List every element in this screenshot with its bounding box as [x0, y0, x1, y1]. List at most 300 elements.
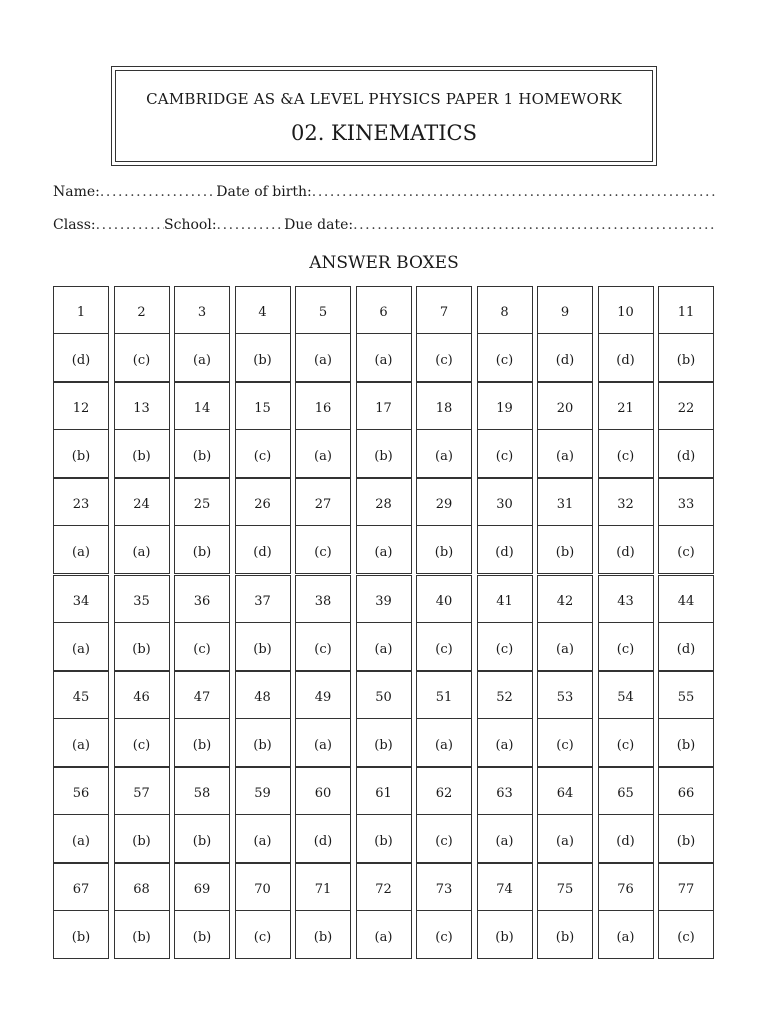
question-number: 60 [314, 786, 332, 801]
box-divider [599, 910, 653, 911]
answer-box [295, 575, 351, 671]
question-number: 31 [556, 497, 574, 513]
answer-box [477, 671, 533, 767]
question-number: 10 [617, 305, 634, 320]
answer-choice: (c) [616, 641, 635, 657]
question-number: 59 [254, 786, 271, 801]
box-divider [236, 814, 290, 815]
answer-choice: (d) [616, 834, 635, 849]
answer-choice: (b) [676, 834, 696, 849]
answer-box [53, 671, 109, 767]
answer-box [114, 286, 170, 382]
answer-box [658, 286, 714, 382]
answer-choice: (b) [132, 834, 151, 849]
box-divider [296, 429, 350, 430]
answer-box [658, 382, 714, 478]
answer-box [598, 382, 654, 478]
question-number: 70 [254, 882, 271, 898]
answer-choice: (c) [314, 545, 332, 561]
name-label: Name: [53, 184, 100, 200]
box-divider [357, 910, 411, 911]
answer-box [174, 863, 230, 959]
box-divider [115, 525, 169, 526]
name-blank[interactable] [100, 184, 216, 200]
answer-choice: (c) [253, 930, 272, 946]
answer-choice: (a) [435, 737, 453, 753]
box-divider [478, 718, 532, 719]
box-divider [478, 814, 532, 815]
answer-choice: (a) [314, 449, 332, 465]
topic-title: 02. KINEMATICS [290, 121, 478, 145]
question-number: 43 [617, 593, 634, 609]
answer-box [235, 767, 291, 863]
question-number: 49 [314, 689, 332, 705]
answer-choice: (a) [374, 545, 393, 561]
answer-choice: (a) [556, 834, 574, 849]
answer-choice: (c) [495, 449, 514, 465]
answer-choice: (a) [374, 930, 393, 946]
box-divider [54, 622, 108, 623]
question-number: 33 [677, 497, 695, 513]
box-divider [659, 814, 713, 815]
class-school-due-row [53, 217, 715, 233]
box-divider [357, 429, 411, 430]
answer-choice: (d) [71, 353, 91, 368]
question-number: 7 [439, 305, 449, 320]
question-number: 37 [254, 593, 271, 609]
question-number: 77 [677, 882, 695, 898]
box-divider [236, 429, 290, 430]
box-divider [357, 718, 411, 719]
box-divider [478, 910, 532, 911]
answer-choice: (d) [495, 545, 514, 561]
question-number: 18 [435, 401, 453, 417]
box-divider [115, 622, 169, 623]
answer-box [598, 863, 654, 959]
answer-choice: (c) [435, 834, 453, 849]
answer-choice: (b) [434, 545, 454, 561]
answer-choice: (d) [555, 353, 575, 368]
box-divider [236, 622, 290, 623]
box-divider [175, 814, 229, 815]
question-number: 75 [556, 882, 574, 898]
answer-choice: (c) [435, 353, 453, 368]
answer-choice: (b) [676, 737, 696, 753]
question-number: 51 [435, 689, 453, 705]
box-divider [175, 622, 229, 623]
question-number: 54 [617, 689, 634, 705]
title-box [111, 66, 657, 166]
answer-box [416, 863, 472, 959]
answer-choice: (c) [616, 737, 635, 753]
box-divider [478, 622, 532, 623]
answer-box [416, 767, 472, 863]
box-divider [236, 718, 290, 719]
question-number: 34 [72, 593, 90, 609]
answer-choice: (a) [495, 737, 514, 753]
question-number: 30 [496, 497, 513, 513]
question-number: 76 [617, 882, 634, 898]
answer-choice: (b) [192, 449, 212, 465]
answer-choice: (b) [253, 737, 272, 753]
answer-choice: (c) [495, 641, 514, 657]
answer-box [114, 478, 170, 574]
answer-choice: (b) [253, 353, 272, 368]
answer-box [356, 863, 412, 959]
box-divider [54, 525, 108, 526]
answer-choice: (d) [676, 641, 696, 657]
box-divider [296, 910, 350, 911]
answer-box [658, 575, 714, 671]
answer-box [53, 863, 109, 959]
answer-box [53, 575, 109, 671]
answer-choice: (b) [132, 641, 151, 657]
answer-box [174, 286, 230, 382]
box-divider [659, 429, 713, 430]
answer-choice: (b) [495, 930, 514, 946]
box-divider [659, 333, 713, 334]
question-number: 52 [496, 689, 513, 705]
box-divider [175, 910, 229, 911]
question-number: 25 [193, 497, 211, 513]
answer-choice: (b) [374, 834, 393, 849]
answer-choice: (d) [676, 449, 696, 465]
box-divider [478, 525, 532, 526]
answer-box [114, 575, 170, 671]
box-divider [417, 622, 471, 623]
question-number: 15 [254, 401, 271, 417]
answer-box [537, 286, 593, 382]
box-divider [538, 814, 592, 815]
box-divider [296, 718, 350, 719]
question-number: 58 [193, 786, 211, 801]
answer-box [477, 863, 533, 959]
answer-box [356, 478, 412, 574]
question-number: 68 [133, 882, 150, 898]
question-number: 12 [72, 401, 90, 417]
answer-choice: (b) [192, 737, 212, 753]
answer-choice: (d) [616, 545, 635, 561]
box-divider [417, 429, 471, 430]
answer-choice: (b) [555, 930, 575, 946]
answer-box [537, 767, 593, 863]
question-number: 21 [617, 401, 634, 417]
answer-box [235, 863, 291, 959]
answer-box [537, 863, 593, 959]
box-divider [659, 525, 713, 526]
question-number: 19 [496, 401, 513, 417]
answer-choice: (c) [193, 641, 211, 657]
box-divider [538, 429, 592, 430]
answer-box [537, 671, 593, 767]
box-divider [115, 814, 169, 815]
box-divider [357, 814, 411, 815]
box-divider [538, 333, 592, 334]
answer-choice: (a) [556, 449, 574, 465]
answer-choice: (b) [313, 930, 333, 946]
answer-box [53, 382, 109, 478]
question-number: 42 [556, 593, 574, 609]
answer-box [356, 286, 412, 382]
question-number: 55 [677, 689, 695, 705]
question-number: 65 [617, 786, 634, 801]
question-number: 28 [375, 497, 392, 513]
box-divider [357, 333, 411, 334]
answer-box [174, 478, 230, 574]
question-number: 47 [193, 689, 211, 705]
box-divider [417, 525, 471, 526]
question-number: 56 [72, 786, 90, 801]
box-divider [599, 814, 653, 815]
answer-choice: (b) [253, 641, 272, 657]
question-number: 61 [375, 786, 392, 801]
answer-box [477, 478, 533, 574]
answer-choice: (a) [616, 930, 635, 946]
answer-choice: (b) [71, 449, 91, 465]
answer-box [477, 286, 533, 382]
question-number: 67 [72, 882, 90, 898]
box-divider [54, 814, 108, 815]
box-divider [417, 814, 471, 815]
answer-choice: (c) [677, 930, 695, 946]
answer-choice: (c) [556, 737, 574, 753]
answer-box [598, 575, 654, 671]
question-number: 17 [375, 401, 392, 417]
answer-choice: (a) [314, 737, 332, 753]
box-divider [54, 333, 108, 334]
box-divider [357, 525, 411, 526]
box-divider [659, 622, 713, 623]
question-number: 62 [435, 786, 453, 801]
answer-choice: (d) [253, 545, 272, 561]
question-number: 66 [677, 786, 695, 801]
answer-box [235, 575, 291, 671]
answer-choice: (a) [72, 834, 90, 849]
answer-box [235, 478, 291, 574]
answer-box [174, 671, 230, 767]
answer-choice: (c) [495, 353, 514, 368]
question-number: 16 [314, 401, 332, 417]
box-divider [599, 718, 653, 719]
question-number: 38 [314, 593, 332, 609]
answer-choice: (b) [555, 545, 575, 561]
box-divider [115, 429, 169, 430]
question-number: 24 [133, 497, 150, 513]
box-divider [54, 718, 108, 719]
answer-choice: (c) [253, 449, 272, 465]
answer-choice: (a) [72, 737, 90, 753]
question-number: 74 [496, 882, 513, 898]
question-number: 48 [254, 689, 271, 705]
box-divider [236, 525, 290, 526]
school-label: School: [164, 217, 217, 233]
due-date-label: Due date: [284, 217, 354, 233]
box-divider [659, 910, 713, 911]
box-divider [599, 525, 653, 526]
answer-choice: (b) [132, 930, 151, 946]
answer-choice: (c) [616, 449, 635, 465]
question-number: 4 [258, 305, 267, 320]
answer-box [356, 671, 412, 767]
answer-choice: (a) [495, 834, 514, 849]
answer-box [295, 671, 351, 767]
answer-box [174, 575, 230, 671]
answer-choice: (b) [374, 737, 393, 753]
question-number: 8 [500, 305, 509, 320]
question-number: 69 [193, 882, 211, 898]
answer-box [658, 863, 714, 959]
box-divider [538, 718, 592, 719]
box-divider [478, 333, 532, 334]
box-divider [236, 910, 290, 911]
box-divider [538, 622, 592, 623]
answer-choice: (b) [71, 930, 91, 946]
question-number: 22 [677, 401, 695, 417]
answer-box [598, 286, 654, 382]
answer-choice: (a) [72, 545, 90, 561]
box-divider [175, 429, 229, 430]
answer-box [53, 478, 109, 574]
answer-box [416, 382, 472, 478]
question-number: 36 [193, 593, 211, 609]
question-number: 73 [435, 882, 453, 898]
question-number: 64 [556, 786, 574, 801]
answer-choice: (b) [192, 545, 212, 561]
class-blank[interactable] [96, 217, 164, 233]
question-number: 13 [133, 401, 150, 417]
answer-box [598, 767, 654, 863]
box-divider [538, 910, 592, 911]
question-number: 26 [254, 497, 271, 513]
answer-choice: (c) [314, 641, 332, 657]
answer-box [537, 575, 593, 671]
answer-box [295, 286, 351, 382]
school-blank[interactable] [217, 217, 285, 233]
answer-box [53, 286, 109, 382]
answer-box [235, 671, 291, 767]
answer-box [356, 575, 412, 671]
question-number: 40 [435, 593, 453, 609]
answer-choice: (a) [374, 641, 393, 657]
box-divider [115, 718, 169, 719]
question-number: 44 [677, 593, 695, 609]
box-divider [54, 429, 108, 430]
answer-choice: (a) [435, 449, 453, 465]
box-divider [296, 814, 350, 815]
box-divider [659, 718, 713, 719]
box-divider [115, 333, 169, 334]
box-divider [175, 718, 229, 719]
title-box-inner-border [115, 70, 653, 162]
question-number: 6 [379, 305, 388, 320]
box-divider [296, 622, 350, 623]
answer-box [416, 478, 472, 574]
answer-box [295, 382, 351, 478]
answer-choice: (b) [676, 353, 696, 368]
answer-box [235, 382, 291, 478]
dob-label: Date of birth: [216, 184, 312, 200]
question-number: 57 [133, 786, 150, 801]
answer-choice: (a) [253, 834, 272, 849]
box-divider [236, 333, 290, 334]
answer-box [658, 767, 714, 863]
question-number: 72 [375, 882, 392, 898]
question-number: 50 [375, 689, 392, 705]
answer-choice: (a) [72, 641, 90, 657]
answer-choice: (c) [435, 930, 453, 946]
answer-box [477, 575, 533, 671]
question-number: 9 [560, 305, 570, 320]
question-number: 41 [496, 593, 513, 609]
question-number: 1 [76, 305, 86, 320]
question-number: 3 [197, 305, 207, 320]
answer-box [356, 767, 412, 863]
answer-box [658, 478, 714, 574]
question-number: 2 [137, 305, 146, 320]
box-divider [478, 429, 532, 430]
box-divider [357, 622, 411, 623]
answer-box [174, 382, 230, 478]
answer-choice: (a) [193, 353, 211, 368]
answer-choice: (c) [132, 353, 151, 368]
answer-box [416, 575, 472, 671]
answer-box [235, 286, 291, 382]
question-number: 35 [133, 593, 150, 609]
box-divider [417, 333, 471, 334]
question-number: 46 [133, 689, 150, 705]
class-label: Class: [53, 217, 96, 233]
answer-box [537, 382, 593, 478]
answer-choice: (b) [192, 930, 212, 946]
answer-boxes-title: ANSWER BOXES [309, 253, 459, 273]
answer-choice: (a) [132, 545, 151, 561]
answer-choice: (b) [132, 449, 151, 465]
answer-choice: (b) [374, 449, 393, 465]
dob-blank[interactable] [312, 184, 715, 200]
answer-choice: (a) [374, 353, 393, 368]
question-number: 11 [677, 305, 695, 320]
answer-choice: (c) [132, 737, 151, 753]
answer-box [174, 767, 230, 863]
answer-choice: (d) [313, 834, 333, 849]
box-divider [417, 718, 471, 719]
question-number: 20 [556, 401, 574, 417]
name-dob-row [53, 184, 715, 200]
answer-box [114, 767, 170, 863]
box-divider [175, 525, 229, 526]
question-number: 45 [72, 689, 90, 705]
due-date-blank[interactable] [353, 217, 715, 233]
answer-choice: (c) [435, 641, 453, 657]
paper-subtitle: CAMBRIDGE AS &A LEVEL PHYSICS PAPER 1 HOMEWORK [146, 90, 622, 108]
answer-box [416, 286, 472, 382]
question-number: 23 [72, 497, 90, 513]
question-number: 39 [375, 593, 392, 609]
box-divider [599, 429, 653, 430]
answer-choice: (b) [192, 834, 212, 849]
answer-box [477, 767, 533, 863]
answer-box [598, 478, 654, 574]
answer-box [356, 382, 412, 478]
answer-box [537, 478, 593, 574]
question-number: 32 [617, 497, 634, 513]
answer-box [598, 671, 654, 767]
answer-box [295, 863, 351, 959]
question-number: 5 [318, 305, 328, 320]
box-divider [296, 333, 350, 334]
box-divider [599, 622, 653, 623]
box-divider [538, 525, 592, 526]
